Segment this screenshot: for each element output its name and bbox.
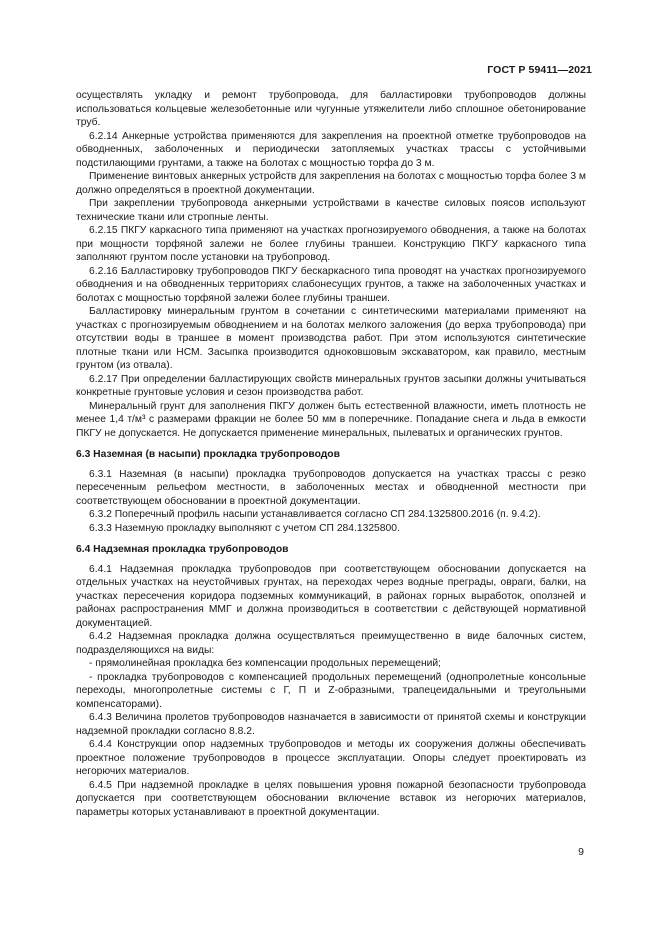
page-number: 9	[578, 846, 584, 858]
paragraph: 6.4.5 При надземной прокладке в целях повышения уровня пожарной безопасности трубопровода допускается при соответствующем обосновании включение вставок из негорючих материалов, параметры которых устанавливают в проектной документации.	[76, 779, 586, 818]
paragraph: осуществлять укладку и ремонт трубопровода, для балластировки трубопроводов должны использоваться кольцевые железобетонные или чугунные утяжелители либо сплошное обетонирование труб.	[76, 90, 586, 128]
paragraph: 6.3.3 Наземную прокладку выполняют с учетом СП 284.1325800.	[89, 522, 400, 534]
paragraph: 6.3.1 Наземная (в насыпи) прокладка трубопроводов допускается на участках трассы с резко пересеченным рельефом местности, в заболоченных местах и обводненной местности при соответствующем обосновании в проектной документации.	[76, 468, 586, 507]
paragraph: 6.4.2 Надземная прокладка должна осуществляться преимущественно в виде балочных систем, подразделяющихся на виды:	[76, 631, 586, 656]
list-item: - прямолинейная прокладка без компенсации продольных перемещений;	[89, 658, 442, 669]
paragraph: При закреплении трубопровода анкерными устройствами в качестве силовых поясов используют технические ткани или стропные ленты.	[76, 198, 586, 223]
section-heading: 6.4 Надземная прокладка трубопроводов	[76, 544, 289, 555]
paragraph: Применение винтовых анкерных устройств для закрепления на болотах с мощностью торфа более 3 м должно определяться в проектной документации.	[76, 171, 586, 196]
paragraph: Минеральный грунт для заполнения ПКГУ должен быть естественной влажности, иметь плотность не менее 1,4 т/м³ с размерами фракции не более 50 мм в поперечнике. Попадание снега и льда в емкости ПКГУ не допускается. Не допускается применение минеральных, пылеватых и органических грунтов.	[76, 400, 586, 439]
section-heading: 6.3 Наземная (в насыпи) прокладка трубопроводов	[76, 449, 340, 460]
paragraph: Балластировку минеральным грунтом в сочетании с синтетическими материалами применяют на участках с прогнозируемым обводнением и на болотах мелкого заложения (до верха трубопровода) при отсутствии воды в траншее в момент производства работ. При этом используются синтетические плотные ткани или НСМ. Засыпка производится одноковшовым экскаватором, как правило, местным грунтом (из отвала).	[76, 306, 586, 371]
paragraph: 6.2.14 Анкерные устройства применяются для закрепления на проектной отметке трубопроводов на обводненных, заболоченных и периодически затопляемых участках трассы с устойчивыми подстилающими грунтами, а также на болотах с мощностью торфа до 3 м.	[76, 130, 586, 169]
paragraph: 6.4.3 Величина пролетов трубопроводов назначается в зависимости от принятой схемы и конструкции надземной прокладки согласно 8.8.2.	[76, 712, 586, 737]
paragraph: 6.2.15 ПКГУ каркасного типа применяют на участках прогнозируемого обводнения, а также на болотах при мощности торфяной залежи не более глубины траншеи. Конструкцию ПКГУ каркасного типа заполняют грунтом после установки на трубопровод.	[76, 225, 586, 263]
paragraph: 6.4.1 Надземная прокладка трубопроводов при соответствующем обосновании допускается на отдельных участках на неустойчивых грунтах, на переходах через водные преграды, овраги, балки, на участках пересечения коридора подземных коммуникаций, в районах горных выработок, оползней и районах распространения ММГ и должна производиться в соответствии с действующей нормативной документацией.	[76, 563, 586, 629]
paragraph: 6.2.17 При определении балластирующих свойств минеральных грунтов засыпки должны учитываться конкретные грунтовые условия и сезон производства работ.	[76, 373, 586, 398]
document-id: ГОСТ Р 59411—2021	[487, 64, 592, 76]
list-item: - прокладка трубопроводов с компенсацией продольных перемещений (однопролетные консольные переходы, многопролетные системы с Г, П и Z-образными, трапецеидальными и треугольными компенсаторами).	[76, 671, 586, 710]
paragraph: 6.2.16 Балластировку трубопроводов ПКГУ бескаркасного типа проводят на участках прогнозируемого обводнения и на обводненных территориях слабонесущих грунтов, а также на заболоченных участках и болотах с мощностью торфяной залежи более глубины траншеи.	[76, 265, 586, 304]
paragraph: 6.3.2 Поперечный профиль насыпи устанавливается согласно СП 284.1325800.2016 (п. 9.4.2).	[89, 509, 541, 520]
document-body	[76, 89, 586, 819]
paragraph: 6.4.4 Конструкции опор надземных трубопроводов и методы их сооружения должны обеспечивать проектное положение трубопроводов в процессе эксплуатации. Опоры следует проектировать из негорючих материалов.	[76, 739, 586, 777]
